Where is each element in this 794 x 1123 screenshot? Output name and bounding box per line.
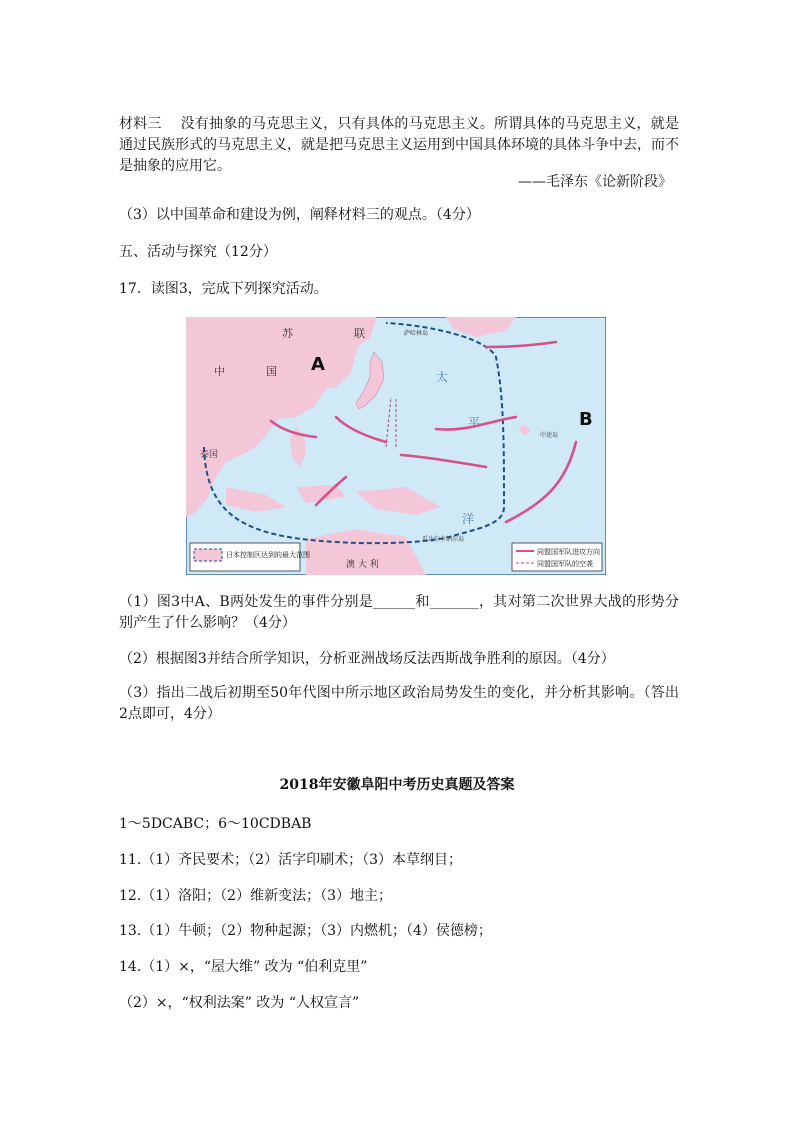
question-17-1: （1）图3中A、B两处发生的事件分别是______和_______，其对第二次世界大战的形势分别产生了什么影响？（4分）: [119, 594, 679, 631]
answer-line-6: （2）×，“权利法案” 改为 “人权宣言”: [119, 995, 360, 1011]
material-three-source: ——毛泽东《论新阶段》: [518, 174, 672, 190]
question-17: 17．读图3，完成下列探究活动。: [119, 281, 328, 297]
label-midway: 中途岛: [540, 432, 559, 439]
label-china-1: 中: [214, 365, 225, 378]
answer-line-1: 1～5DCABC；6～10CDBAB: [119, 816, 312, 832]
map-legend-left: [190, 543, 310, 571]
map-legend-right: [512, 543, 602, 571]
label-ussr-2: 联: [354, 327, 365, 340]
label-a: A: [311, 354, 325, 375]
label-thailand: 泰国: [200, 450, 219, 460]
label-sakhalin: 萨哈林岛: [404, 330, 429, 337]
answer-line-5: 14.（1）×，“屋大维” 改为 “伯利克里”: [119, 959, 368, 975]
label-b: B: [579, 409, 593, 430]
map-figure-3: [186, 317, 606, 575]
label-taiping-2: 平: [468, 416, 481, 430]
material-three: 材料三 没有抽象的马克思主义，只有具体的马克思主义。所谓具体的马克思主义，就是通过民族形式的马克思主义，就是把马克思主义运用到中国具体环境的具体斗争中去，而不是抽象的应用它。: [119, 116, 679, 174]
question-16-3: （3）以中国革命和建设为例，阐释材料三的观点。（4分）: [119, 207, 480, 223]
svg-text:同盟国军队的空袭: 同盟国军队的空袭: [537, 560, 593, 568]
label-australia: 澳 大 利: [346, 560, 379, 570]
answers-title: 2018年安徽阜阳中考历史真题及答案: [279, 777, 515, 793]
question-17-3: （3）指出二战后初期至50年代图中所示地区政治局势发生的变化，并分析其影响。（答出2点即可，4分）: [119, 685, 679, 722]
answer-line-3: 12.（1）洛阳；（2）维新变法；（3）地主；: [119, 888, 392, 904]
answer-line-2: 11.（1）齐民要术；（2）活字印刷术；（3）本草纲目；: [119, 852, 462, 868]
label-taiping-3: 洋: [462, 512, 475, 526]
question-17-2: （2）根据图3并结合所学知识，分析亚洲战场反法西斯战争胜利的原因。（4分）: [119, 651, 615, 667]
section-five-heading: 五、活动与探究（12分）: [119, 244, 277, 260]
svg-text:同盟国军队进攻方向: 同盟国军队进攻方向: [537, 548, 600, 556]
svg-text:日本控制区达到的最大范围: 日本控制区达到的最大范围: [226, 551, 310, 559]
label-taiping-1: 太: [436, 370, 449, 384]
answer-line-4: 13.（1）牛顿；（2）物种起源；（3）内燃机；（4）侯德榜；: [119, 923, 492, 939]
label-china-2: 国: [266, 365, 277, 378]
label-guadalcanal: 瓜达尔卡纳尔岛: [422, 536, 465, 543]
label-ussr-1: 苏: [282, 327, 293, 340]
